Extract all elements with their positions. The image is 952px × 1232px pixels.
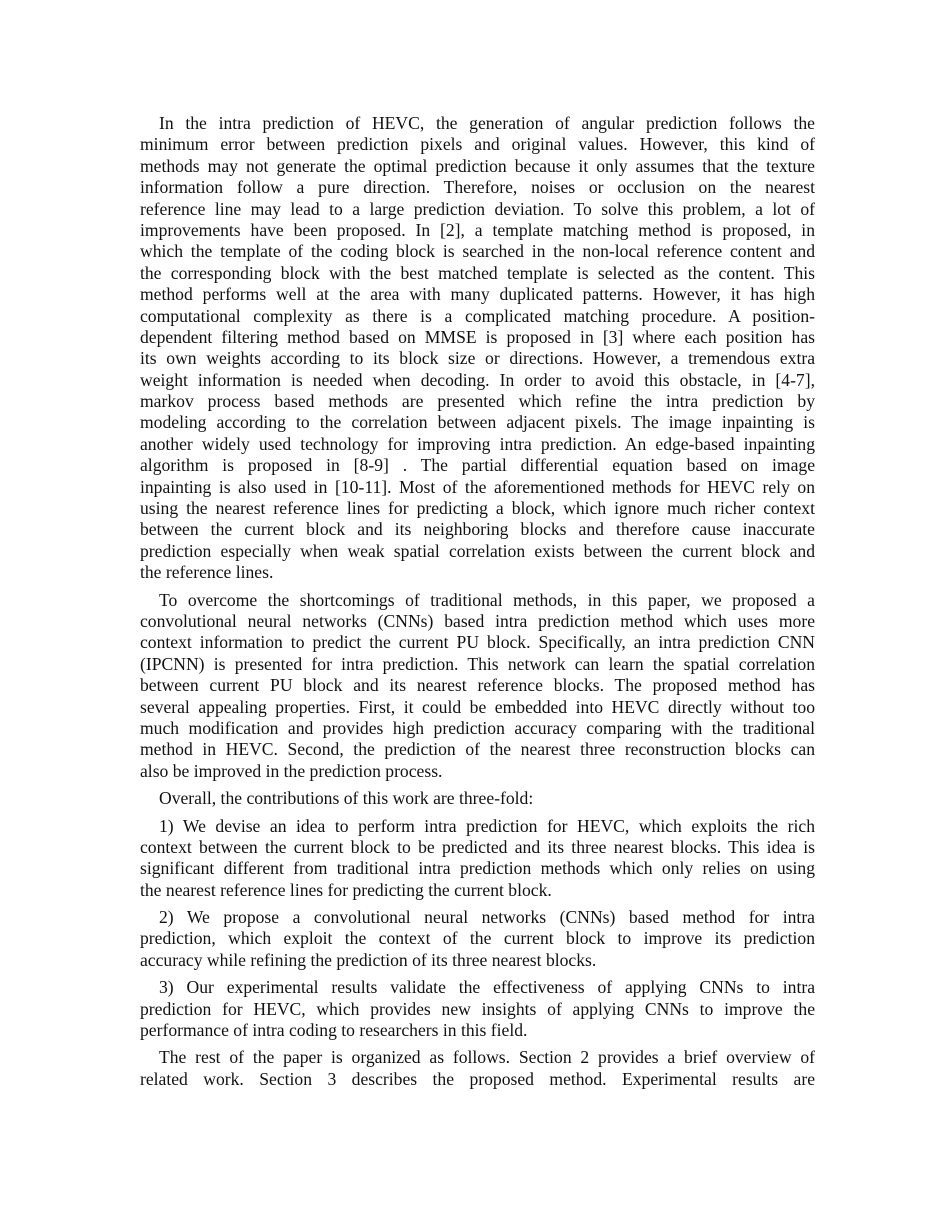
text-line: Overall, the contributions of this work are three-fold: [159,788,534,809]
paragraph-contribution-3 [140,977,815,1041]
text-line: accuracy while refining the prediction of its three nearest blocks. [140,949,597,970]
text-line: 2) We propose a convolutional neural networks (CNNs) based method for intra [159,907,815,928]
text-line: between current PU block and its nearest reference blocks. The proposed method has [140,675,815,696]
text-line: improvements have been proposed. In [2], a template matching method is proposed, in [140,219,815,240]
text-line: reference line may lead to a large prediction deviation. To solve this problem, a lot of [140,198,815,219]
paragraph-proposal [140,590,815,783]
text-line: prediction, which exploit the context of the current block to improve its prediction [140,928,815,949]
text-line: inpainting is also used in [10-11]. Most of the aforementioned methods for HEVC rely on [140,476,815,497]
text-line: weight information is needed when decoding. In order to avoid this obstacle, in [4-7], [140,369,815,390]
text-line: To overcome the shortcomings of traditional methods, in this paper, we proposed a [159,589,815,610]
text-line: related work. Section 3 describes the proposed method. Experimental results are [140,1068,815,1089]
text-line: algorithm is proposed in [8-9] . The partial differential equation based on image [140,455,815,476]
text-line: modeling according to the correlation between adjacent pixels. The image inpainting is [140,412,815,433]
text-line: context between the current block to be predicted and its three nearest blocks. This idea is [140,836,815,857]
text-line: The rest of the paper is organized as follows. Section 2 provides a brief overview of [159,1047,815,1068]
text-line: also be improved in the prediction process. [140,760,443,781]
paragraph-related-intro [140,113,815,584]
text-line: its own weights according to its block size or directions. However, a tremendous extra [140,348,815,369]
text-line: minimum error between prediction pixels and original values. However, this kind of [140,134,815,155]
text-line: prediction for HEVC, which provides new insights of applying CNNs to improve the [140,998,815,1019]
text-line: the corresponding block with the best matched template is selected as the content. This [140,262,815,283]
text-line: 3) Our experimental results validate the effectiveness of applying CNNs to intra [159,977,815,998]
text-line: significant different from traditional intra prediction methods which only relies on using [140,858,815,879]
text-line: context information to predict the current PU block. Specifically, an intra prediction CNN [140,632,815,653]
paragraph-contributions-intro [140,788,815,809]
text-line: performance of intra coding to researchers in this field. [140,1020,528,1041]
text-line: another widely used technology for improving intra prediction. An edge-based inpainting [140,433,815,454]
text-line: (IPCNN) is presented for intra prediction. This network can learn the spatial correlation [140,653,815,674]
text-line: computational complexity as there is a complicated matching procedure. A position- [140,305,815,326]
paragraph-contribution-2 [140,907,815,971]
text-line: the nearest reference lines for predicting the current block. [140,879,552,900]
paragraph-organization [140,1047,815,1090]
body-text-column [140,113,815,1096]
text-line: several appealing properties. First, it could be embedded into HEVC directly without too [140,696,815,717]
text-line: method in HEVC. Second, the prediction of the nearest three reconstruction blocks can [140,739,815,760]
paragraph-contribution-1 [140,816,815,902]
text-line: between the current block and its neighboring blocks and therefore cause inaccurate [140,519,815,540]
text-line: method performs well at the area with many duplicated patterns. However, it has high [140,284,815,305]
text-line: using the nearest reference lines for predicting a block, which ignore much richer context [140,498,815,519]
text-line: In the intra prediction of HEVC, the generation of angular prediction follows the [159,113,815,133]
text-line: prediction especially when weak spatial correlation exists between the current block and [140,540,815,561]
text-line: dependent filtering method based on MMSE is proposed in [3] where each position has [140,326,815,347]
text-line: convolutional neural networks (CNNs) based intra prediction method which uses more [140,610,815,631]
text-line: much modification and provides high prediction accuracy comparing with the traditional [140,717,815,738]
text-line: 1) We devise an idea to perform intra prediction for HEVC, which exploits the rich [159,815,815,836]
text-line: methods may not generate the optimal prediction because it only assumes that the texture [140,155,815,176]
text-line: information follow a pure direction. Therefore, noises or occlusion on the nearest [140,177,815,198]
text-line: which the template of the coding block is searched in the non-local reference content and [140,241,815,262]
text-line: markov process based methods are presented which refine the intra prediction by [140,391,815,412]
text-line: the reference lines. [140,562,274,583]
